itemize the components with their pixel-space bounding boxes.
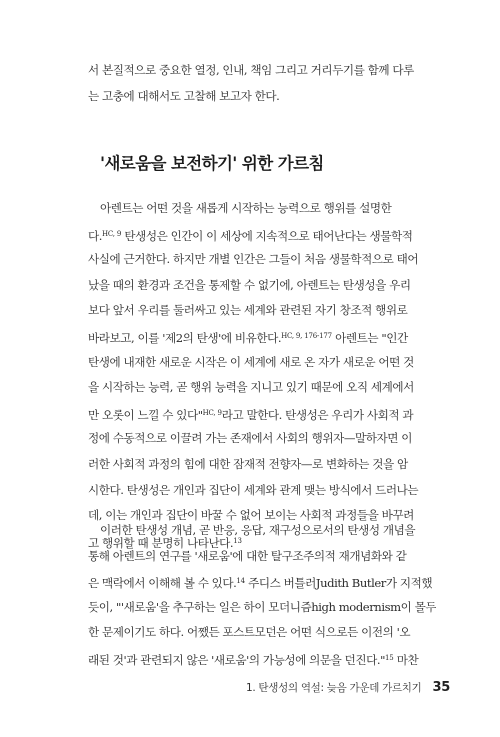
paragraph-2 <box>88 518 436 672</box>
paragraph-2-text <box>88 518 436 672</box>
paragraph-1 <box>88 196 436 554</box>
citation-superscript: 15 <box>384 653 394 662</box>
text-line: 통해 아렌트의 연구를 '새로움'에 대한 탈구조주의적 재개념화와 같 <box>88 548 407 563</box>
text-line: 탄생에 내재한 새로운 시작은 이 세계에 새로 온 자가 새로운 어떤 것 <box>88 354 414 369</box>
paragraph-1-text <box>88 196 436 554</box>
citation-superscript: HC, 9 <box>202 408 222 417</box>
text-line: 다.$^{HC, 9}$ 탄생성은 인간이 이 세상에 지속적으로 태어난다는 생물학적 <box>88 228 413 243</box>
text-line: 이러한 탄생성 개념, 곧 반응, 응답, 재구성으로서의 탄생성 개념을 <box>100 523 416 537</box>
text-line: 보다 앞서 우리를 둘러싸고 있는 세계와 관련된 자기 창조적 행위로 <box>88 303 408 318</box>
intro-paragraph <box>88 58 436 109</box>
text-line: 났을 때의 환경과 조건을 통제할 수 없기에, 아렌트는 탄생성을 우리 <box>88 277 411 292</box>
text-line: 사실에 근거한다. 하지만 개별 인간은 그들이 처음 생물학적으로 태어 <box>88 252 419 267</box>
citation-superscript: 14 <box>236 577 245 586</box>
text-line: 정에 수동적으로 이끌려 가는 존재에서 사회의 행위자—말하자면 이 <box>88 431 413 446</box>
text-line: 한 문제이기도 하다. 어쨌든 포스트모던은 어떤 식으로든 이전의 '오 <box>88 625 411 640</box>
text-line: 아렌트는 어떤 것을 새롭게 시작하는 능력으로 행위를 설명한 <box>100 201 392 215</box>
citation-superscript: HC, 9, 176-177 <box>281 331 332 340</box>
text-line: 바라보고, 이를 '제2의 탄생'에 비유한다.$^{HC, 9, 176-177}$ 아렌트는 "인간 <box>88 330 408 345</box>
chapter-title: 1. 탄생성의 역설: 늦음 가운데 가르치기 <box>245 682 422 694</box>
text-line: 데, 이는 개인과 집단이 바꿀 수 없어 보이는 사회적 과정들을 바꾸려 <box>88 508 414 523</box>
running-footer <box>246 680 450 695</box>
section-heading: '새로움을 보전하기' 위한 가르침 <box>100 154 324 173</box>
intro-text <box>88 58 436 109</box>
text-line: 서 본질적으로 중요한 열정, 인내, 책임 그리고 거리두기를 함께 다루 <box>88 63 414 77</box>
text-line: 고 행위할 때 분명히 나타난다.$^{13}$ <box>88 535 242 550</box>
page-number: 35 <box>432 680 450 695</box>
text-line: 래된 것'과 관련되지 않은 '새로움'의 가능성에 의문을 던진다."$^{15}$ 마찬 <box>88 652 419 667</box>
text-line: 는 고충에 대해서도 고찰해 보고자 한다. <box>88 88 280 103</box>
citation-superscript: HC, 9 <box>102 229 122 238</box>
text-line: 듯이, "'새로움'을 추구하는 일은 하이 모더니즘high modernism이 몰두 <box>88 599 436 614</box>
citation-superscript: 13 <box>233 536 242 545</box>
text-line: 은 맥락에서 이해해 볼 수 있다.$^{14}$ 주디스 버틀러Judith Butler가 지적했 <box>88 576 433 591</box>
text-line: 을 시작하는 능력, 곧 행위 능력을 지니고 있기 때문에 오직 세계에서 <box>88 380 414 395</box>
text-line: 시한다. 탄생성은 개인과 집단이 세계와 관계 맺는 방식에서 드러나는 <box>88 482 419 497</box>
text-line: 러한 사회적 과정의 힘에 대한 잠재적 전향자—로 변화하는 것을 암 <box>88 456 408 471</box>
text-line: 만 오롯이 느낄 수 있다"$^{HC, 9}$라고 말한다. 탄생성은 우리가 사회적 과 <box>88 407 414 422</box>
